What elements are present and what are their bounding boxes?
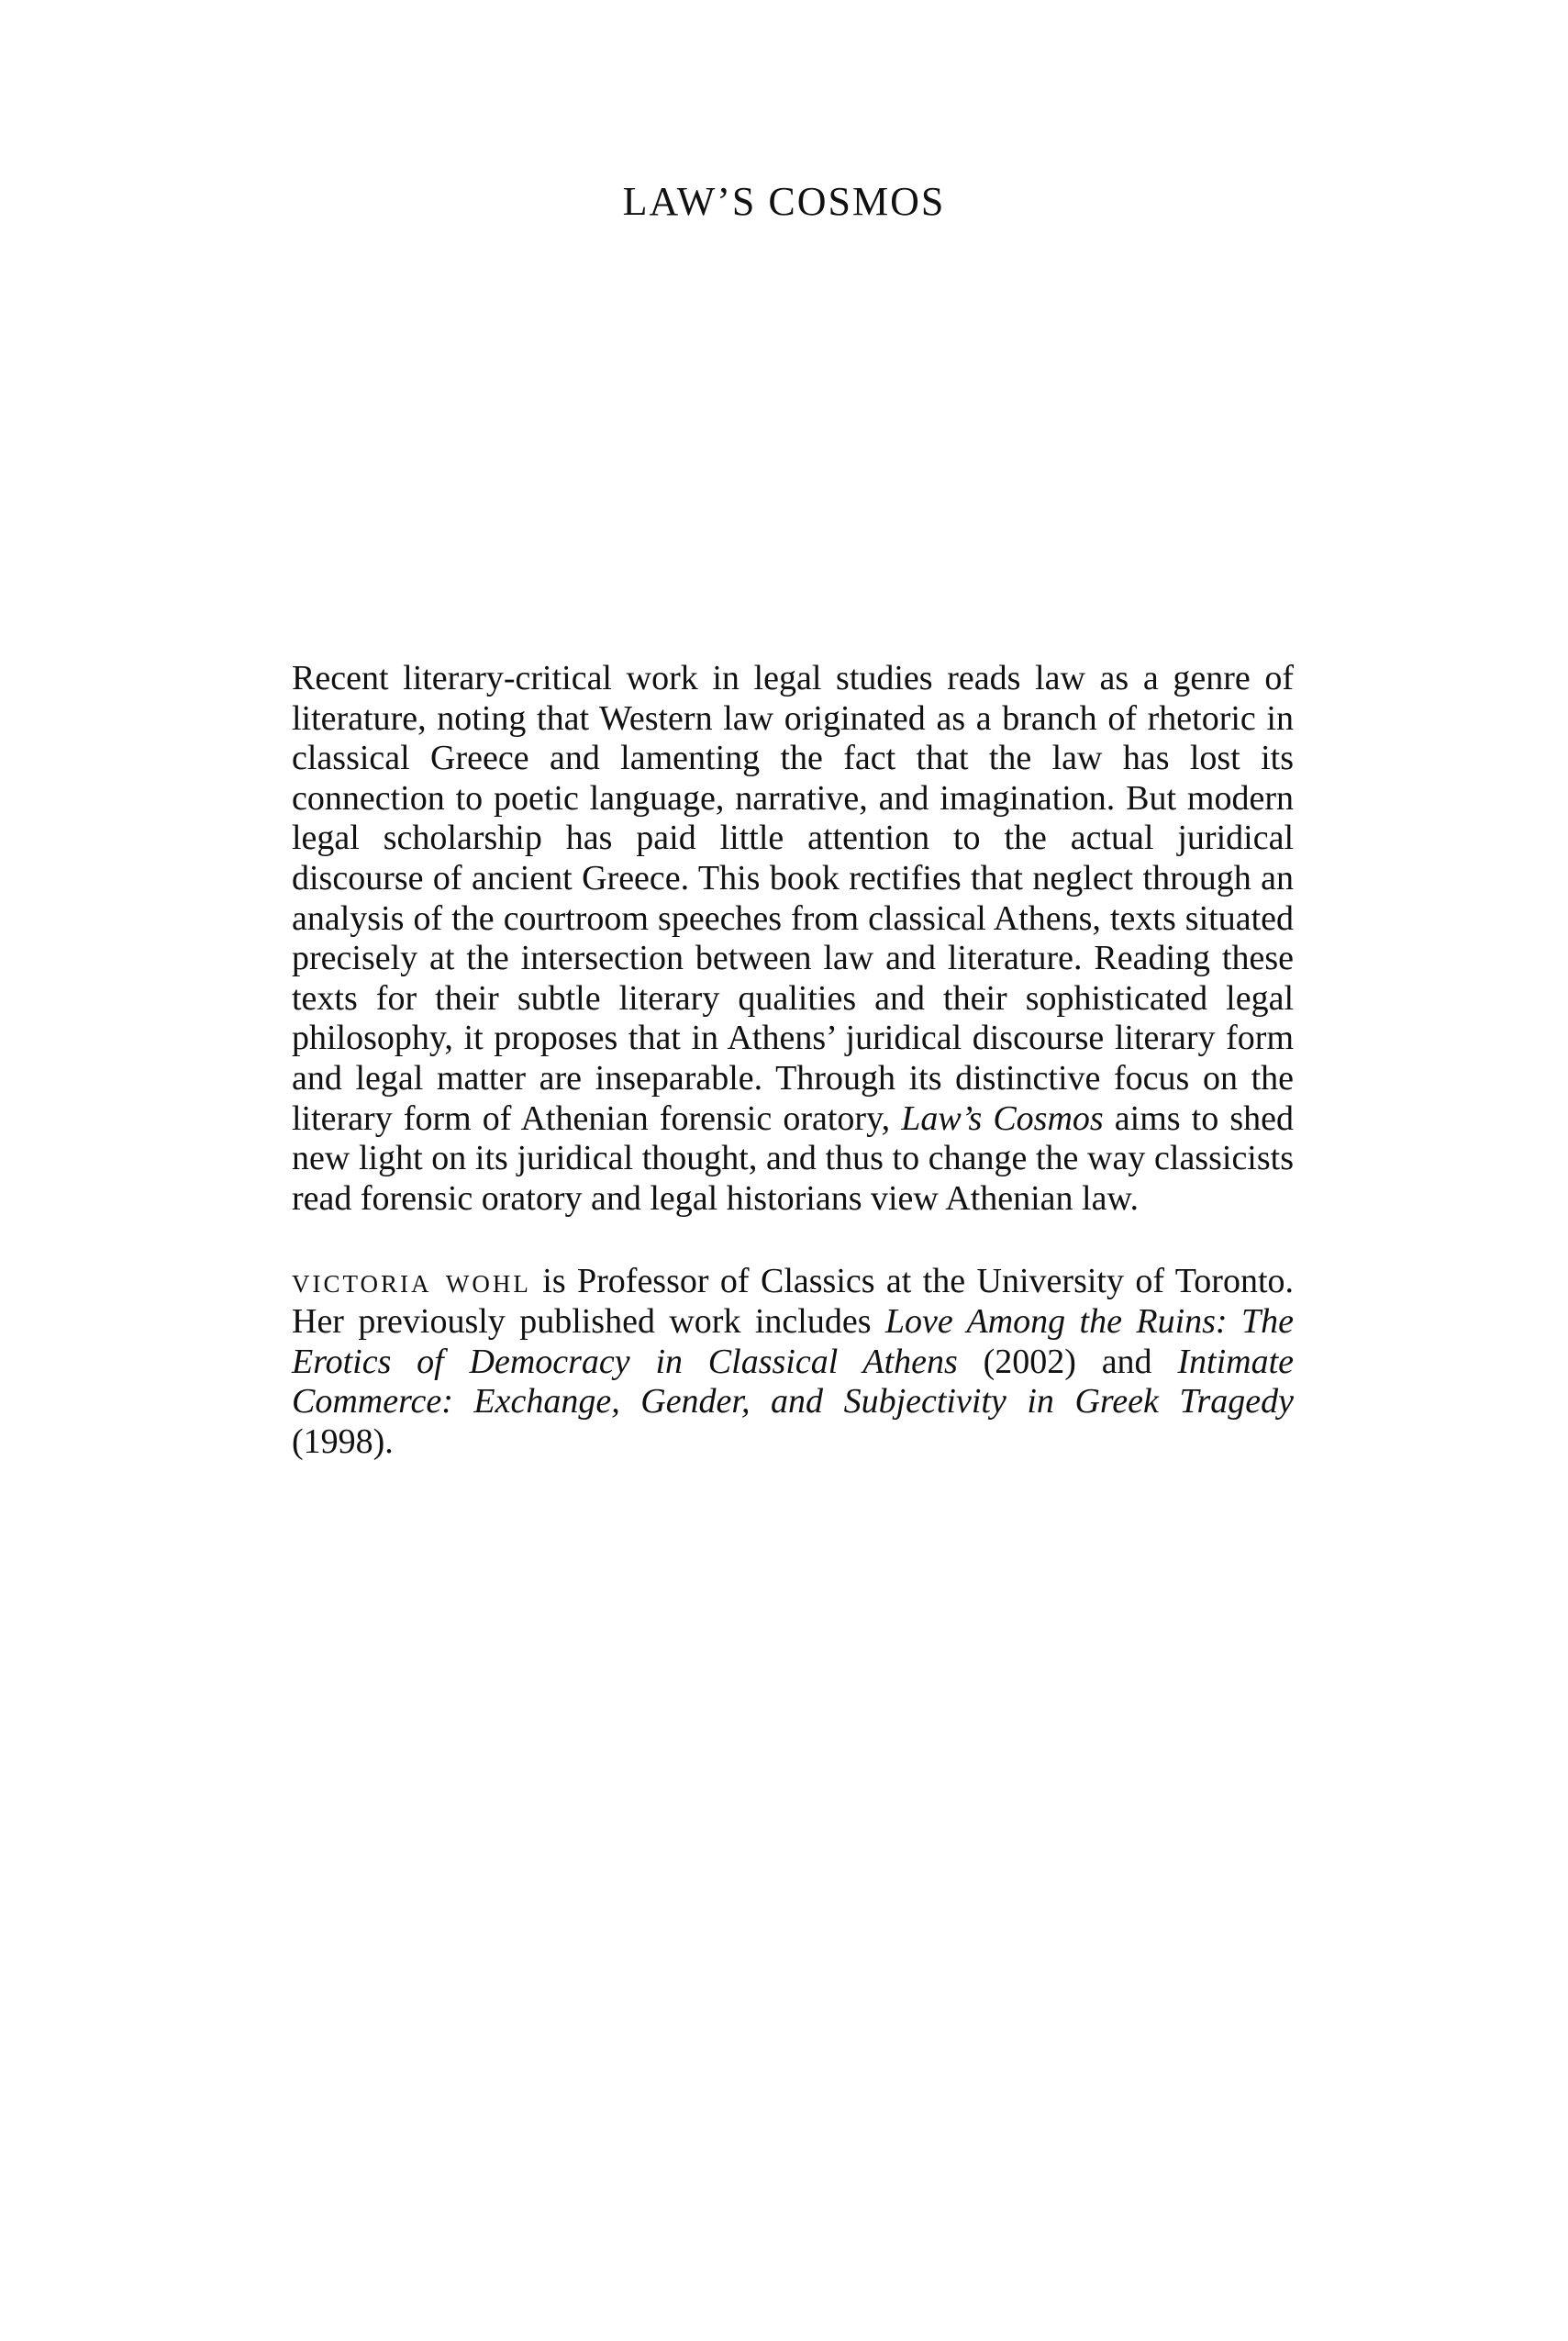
author-name: victoria wohl [292, 1262, 531, 1301]
text-block [292, 659, 1294, 1462]
book-blurb [292, 659, 1294, 1219]
blurb-text-2: aims to shed new light on its juridical thought, and thus to change the way classicists read forensic oratory and legal historians view Athenian law. [292, 1098, 1294, 1218]
page-title: LAW’S COSMOS [622, 179, 946, 224]
bio-text-2: (2002) and [957, 1342, 1178, 1381]
bio-work-1: Love Among the Ruins: The Erotics of Democracy in Classical Athens [292, 1301, 1294, 1381]
bio-text-3: (1998). [292, 1421, 394, 1461]
blurb-book-title: Law’s Cosmos [901, 1098, 1104, 1138]
blurb-text-1: Recent literary-critical work in legal studies reads law as a genre of literature, noting that Western law originated as a branch of rhetoric in classical Greece and lamenting the fact that the law has lost its connection to poetic language, narrative, and imagination. But modern legal scholarship has paid little attention to the actual juridical discourse of ancient Greece. This book rectifies that neglect through an analysis of the courtroom speeches from classical Athens, texts situated precisely at the intersection between law and literature. Reading these texts for their subtle literary qualities and their sophisticated legal philosophy, it proposes that in Athens’ juridical discourse literary form and legal matter are inseparable. Through its distinctive focus on the literary form of Athenian forensic oratory, [292, 659, 1294, 1138]
bio-work-2: Intimate Commerce: Exchange, Gender, and Subjectivity in Greek Tragedy [292, 1342, 1294, 1421]
author-bio [292, 1262, 1294, 1462]
bio-text-1: is Professor of Classics at the University of Toronto. Her previously published work includes [292, 1262, 1294, 1341]
